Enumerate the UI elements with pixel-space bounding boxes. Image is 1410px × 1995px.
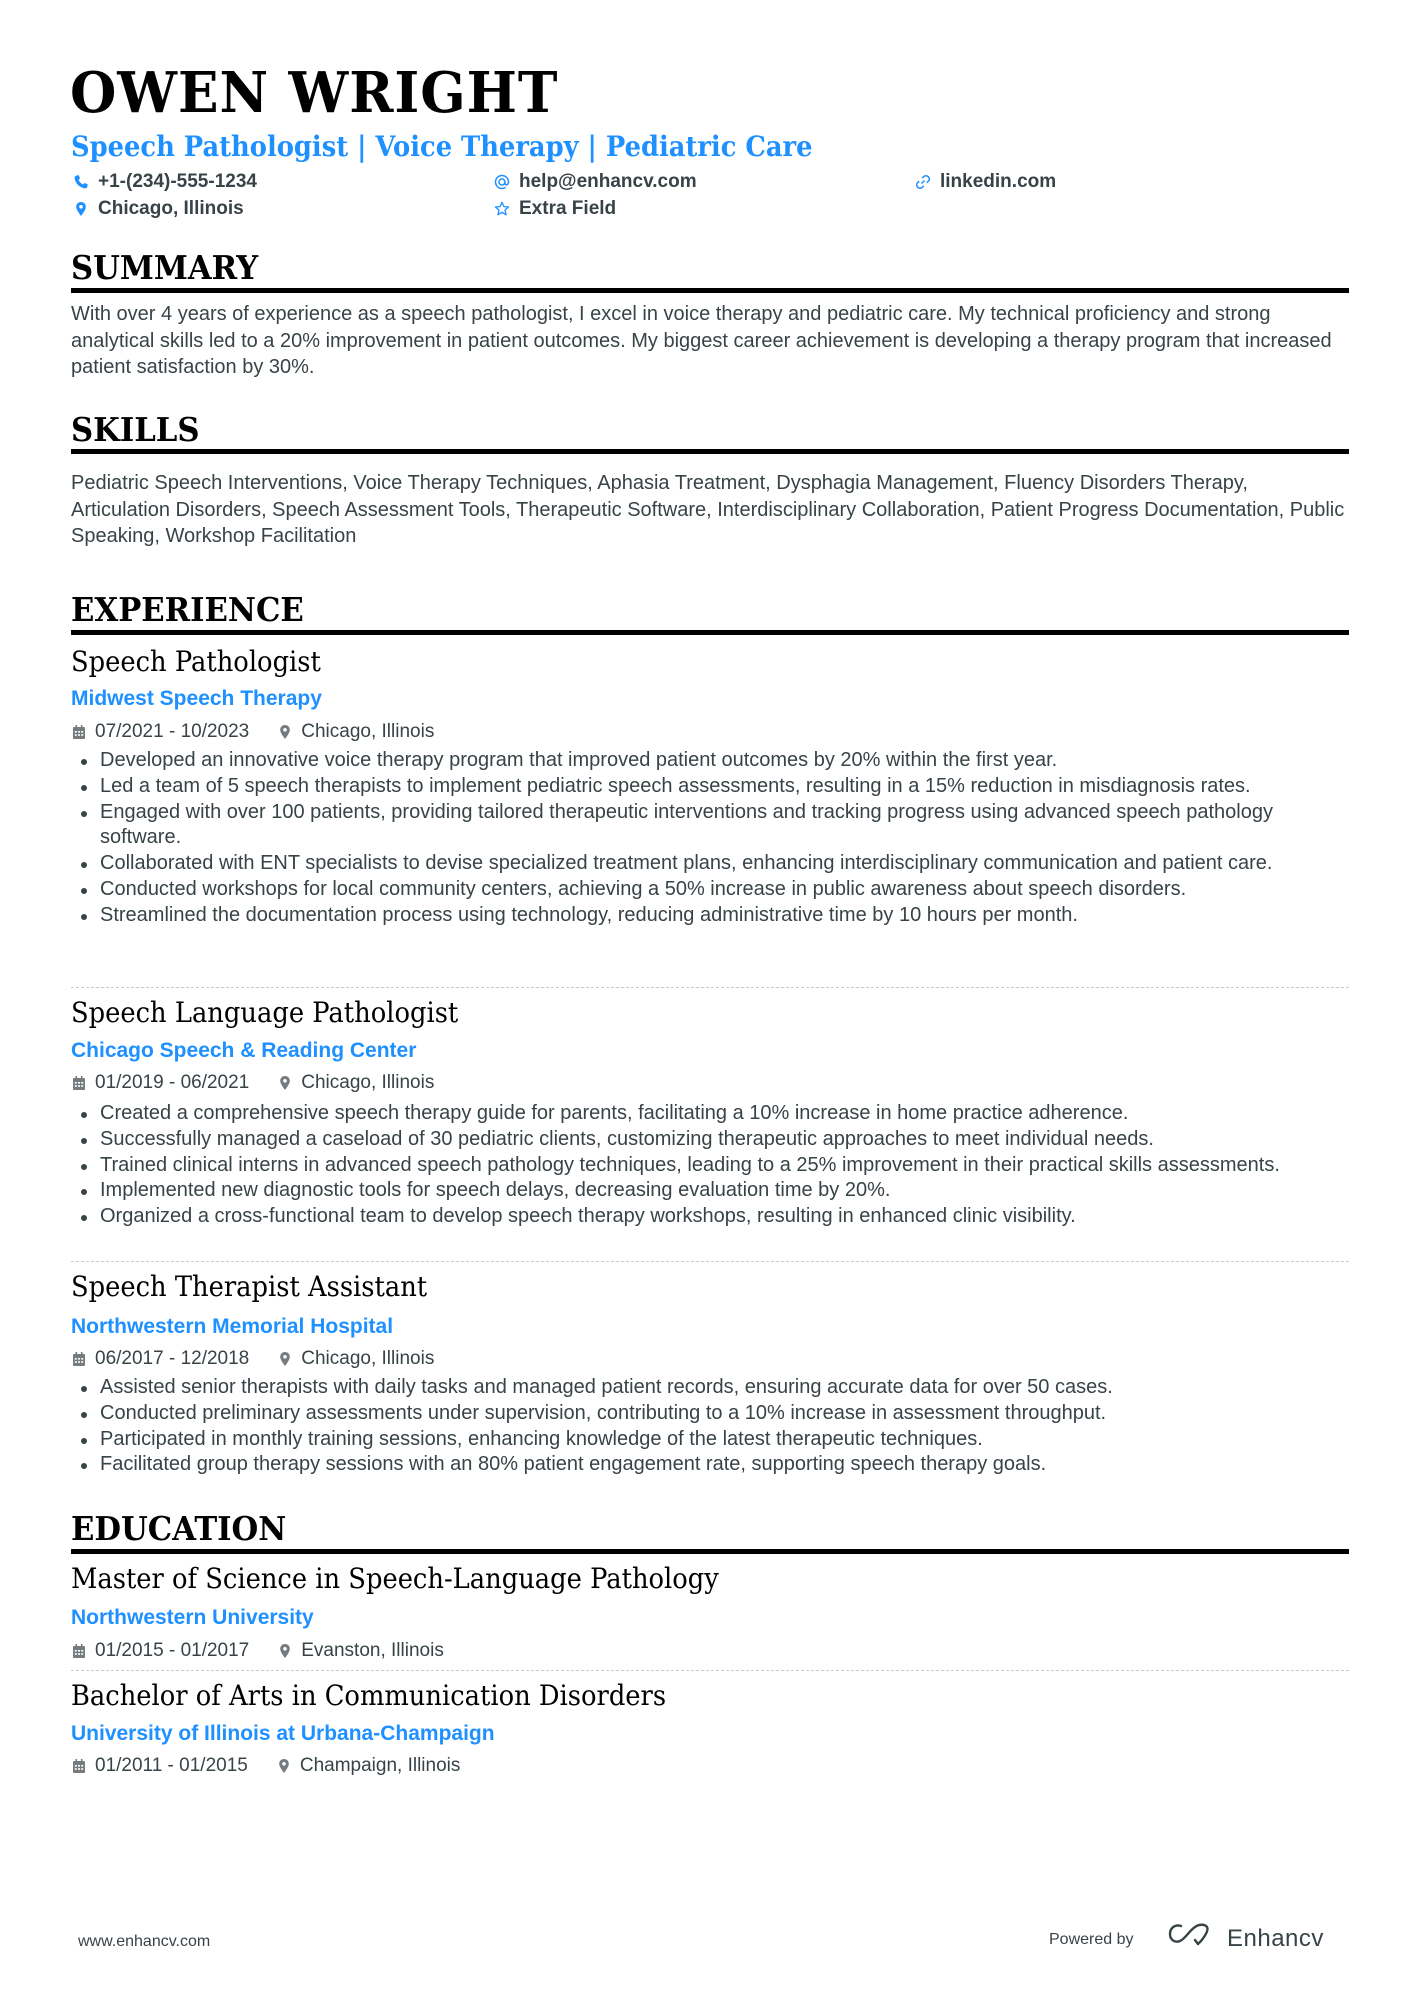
summary-text: With over 4 years of experience as a speech pathologist, I excel in voice therapy and pediatric care. My technical proficiency and strong analytical skills led to a 20% improvement in patient outcomes. My biggest career achievement is developing a therapy program that increased patient satisfaction by 30%. xyxy=(71,303,1332,378)
job-bullets xyxy=(71,1101,1351,1230)
skills-heading: SKILLS xyxy=(71,410,200,449)
school-name: Northwestern University xyxy=(71,1606,314,1629)
job-meta xyxy=(71,720,434,744)
phone-text: +1-(234)-555-1234 xyxy=(98,171,257,192)
location-text: Chicago, Illinois xyxy=(98,198,244,219)
link-icon xyxy=(914,173,932,191)
company-name: Northwestern Memorial Hospital xyxy=(71,1315,394,1338)
entry-divider xyxy=(71,1670,1349,1671)
job-dates: 07/2021 - 10/2023 xyxy=(95,721,250,742)
skills-text: Pediatric Speech Interventions, Voice Therapy Techniques, Aphasia Treatment, Dysphagia Management, Fluency Disorders Therapy, Articulation Disorders, Speech Assessment Tools, Therapeutic Software, Interdisciplinary Collaboration, Patient Progress Documentation, Public Speaking, Workshop Facilitation xyxy=(71,472,1345,547)
bullet-item: Engaged with over 100 patients, providing tailored therapeutic interventions and tracking progress using advanced speech pathology software. xyxy=(71,800,1351,852)
job-title: Speech Language Pathologist xyxy=(71,996,459,1029)
contact-extra-field xyxy=(493,197,616,221)
location-pin-icon xyxy=(277,724,293,740)
job-location: Chicago, Illinois xyxy=(301,1348,435,1369)
calendar-icon xyxy=(71,724,87,740)
at-icon xyxy=(493,173,511,191)
education-divider xyxy=(71,1549,1349,1554)
footer-url-link[interactable]: www.enhancv.com xyxy=(78,1933,211,1950)
contact-linkedin[interactable] xyxy=(914,170,1056,194)
experience-divider xyxy=(71,630,1349,635)
education-location: Evanston, Illinois xyxy=(301,1640,444,1661)
bullet-item: Organized a cross-functional team to develop speech therapy workshops, resulting in enhanced clinic visibility. xyxy=(71,1204,1351,1230)
job-bullets xyxy=(71,1375,1351,1478)
company-name: Chicago Speech & Reading Center xyxy=(71,1039,417,1062)
bullet-item: Collaborated with ENT specialists to devise specialized treatment plans, enhancing interdisciplinary communication and patient care. xyxy=(71,851,1351,877)
location-pin-icon xyxy=(277,1351,293,1367)
location-pin-icon xyxy=(277,1075,293,1091)
job-bullets xyxy=(71,748,1351,929)
job-meta xyxy=(71,1071,434,1095)
education-meta xyxy=(71,1639,444,1663)
skills-divider xyxy=(71,449,1349,454)
bullet-item: Participated in monthly training sessions, enhancing knowledge of the latest therapeutic techniques. xyxy=(71,1427,1351,1453)
company-name: Midwest Speech Therapy xyxy=(71,687,322,710)
contact-location xyxy=(72,197,244,221)
job-meta xyxy=(71,1347,434,1371)
job-location: Chicago, Illinois xyxy=(301,721,435,742)
job-title: Speech Therapist Assistant xyxy=(71,1270,428,1303)
email-text: help@enhancv.com xyxy=(519,171,697,192)
calendar-icon xyxy=(71,1643,87,1659)
calendar-icon xyxy=(71,1758,87,1774)
candidate-name: OWEN WRIGHT xyxy=(70,60,559,126)
phone-icon xyxy=(72,173,90,191)
bullet-item: Created a comprehensive speech therapy guide for parents, facilitating a 10% increase in home practice adherence. xyxy=(71,1101,1351,1127)
contact-email[interactable] xyxy=(493,170,697,194)
calendar-icon xyxy=(71,1075,87,1091)
bullet-item: Led a team of 5 speech therapists to implement pediatric speech assessments, resulting in a 15% reduction in misdiagnosis rates. xyxy=(71,774,1351,800)
job-title: Speech Pathologist xyxy=(71,645,321,678)
degree-title: Master of Science in Speech-Language Pathology xyxy=(71,1562,719,1595)
education-location: Champaign, Illinois xyxy=(299,1755,461,1776)
powered-by-label: Powered by xyxy=(1049,1931,1134,1948)
calendar-icon xyxy=(71,1351,87,1367)
location-pin-icon xyxy=(277,1643,293,1659)
bullet-item: Trained clinical interns in advanced speech pathology techniques, leading to a 25% improvement in their practical skills assessments. xyxy=(71,1153,1351,1179)
job-dates: 06/2017 - 12/2018 xyxy=(95,1348,250,1369)
school-name: University of Illinois at Urbana-Champaign xyxy=(71,1722,495,1745)
entry-divider xyxy=(71,1261,1349,1262)
education-heading: EDUCATION xyxy=(71,1509,287,1548)
entry-divider xyxy=(71,987,1349,988)
star-icon xyxy=(493,200,511,218)
location-pin-icon xyxy=(72,200,90,218)
location-pin-icon xyxy=(276,1758,292,1774)
education-dates: 01/2015 - 01/2017 xyxy=(95,1640,250,1661)
bullet-item: Conducted workshops for local community centers, achieving a 50% increase in public awareness about speech disorders. xyxy=(71,877,1351,903)
headline: Speech Pathologist | Voice Therapy | Pediatric Care xyxy=(71,130,813,163)
education-dates: 01/2011 - 01/2015 xyxy=(95,1755,248,1776)
bullet-item: Streamlined the documentation process using technology, reducing administrative time by 10 hours per month. xyxy=(71,903,1351,929)
bullet-item: Successfully managed a caseload of 30 pediatric clients, customizing therapeutic approaches to meet individual needs. xyxy=(71,1127,1351,1153)
job-location: Chicago, Illinois xyxy=(301,1072,435,1093)
contact-phone[interactable] xyxy=(72,170,257,194)
bullet-item: Developed an innovative voice therapy program that improved patient outcomes by 20% within the first year. xyxy=(71,748,1351,774)
enhancv-logo-icon xyxy=(1167,1916,1217,1952)
experience-heading: EXPERIENCE xyxy=(71,590,304,629)
summary-heading: SUMMARY xyxy=(71,248,259,287)
bullet-item: Facilitated group therapy sessions with an 80% patient engagement rate, supporting speech therapy goals. xyxy=(71,1452,1351,1478)
education-meta xyxy=(71,1754,460,1778)
summary-divider xyxy=(71,288,1349,293)
degree-title: Bachelor of Arts in Communication Disorders xyxy=(71,1679,667,1712)
enhancv-brand-text: Enhancv xyxy=(1227,1925,1324,1952)
linkedin-text: linkedin.com xyxy=(940,171,1057,192)
bullet-item: Assisted senior therapists with daily tasks and managed patient records, ensuring accurate data for over 50 cases. xyxy=(71,1375,1351,1401)
extra-field-text: Extra Field xyxy=(519,198,617,219)
bullet-item: Implemented new diagnostic tools for speech delays, decreasing evaluation time by 20%. xyxy=(71,1178,1351,1204)
job-dates: 01/2019 - 06/2021 xyxy=(95,1072,250,1093)
bullet-item: Conducted preliminary assessments under supervision, contributing to a 10% increase in assessment throughput. xyxy=(71,1401,1351,1427)
